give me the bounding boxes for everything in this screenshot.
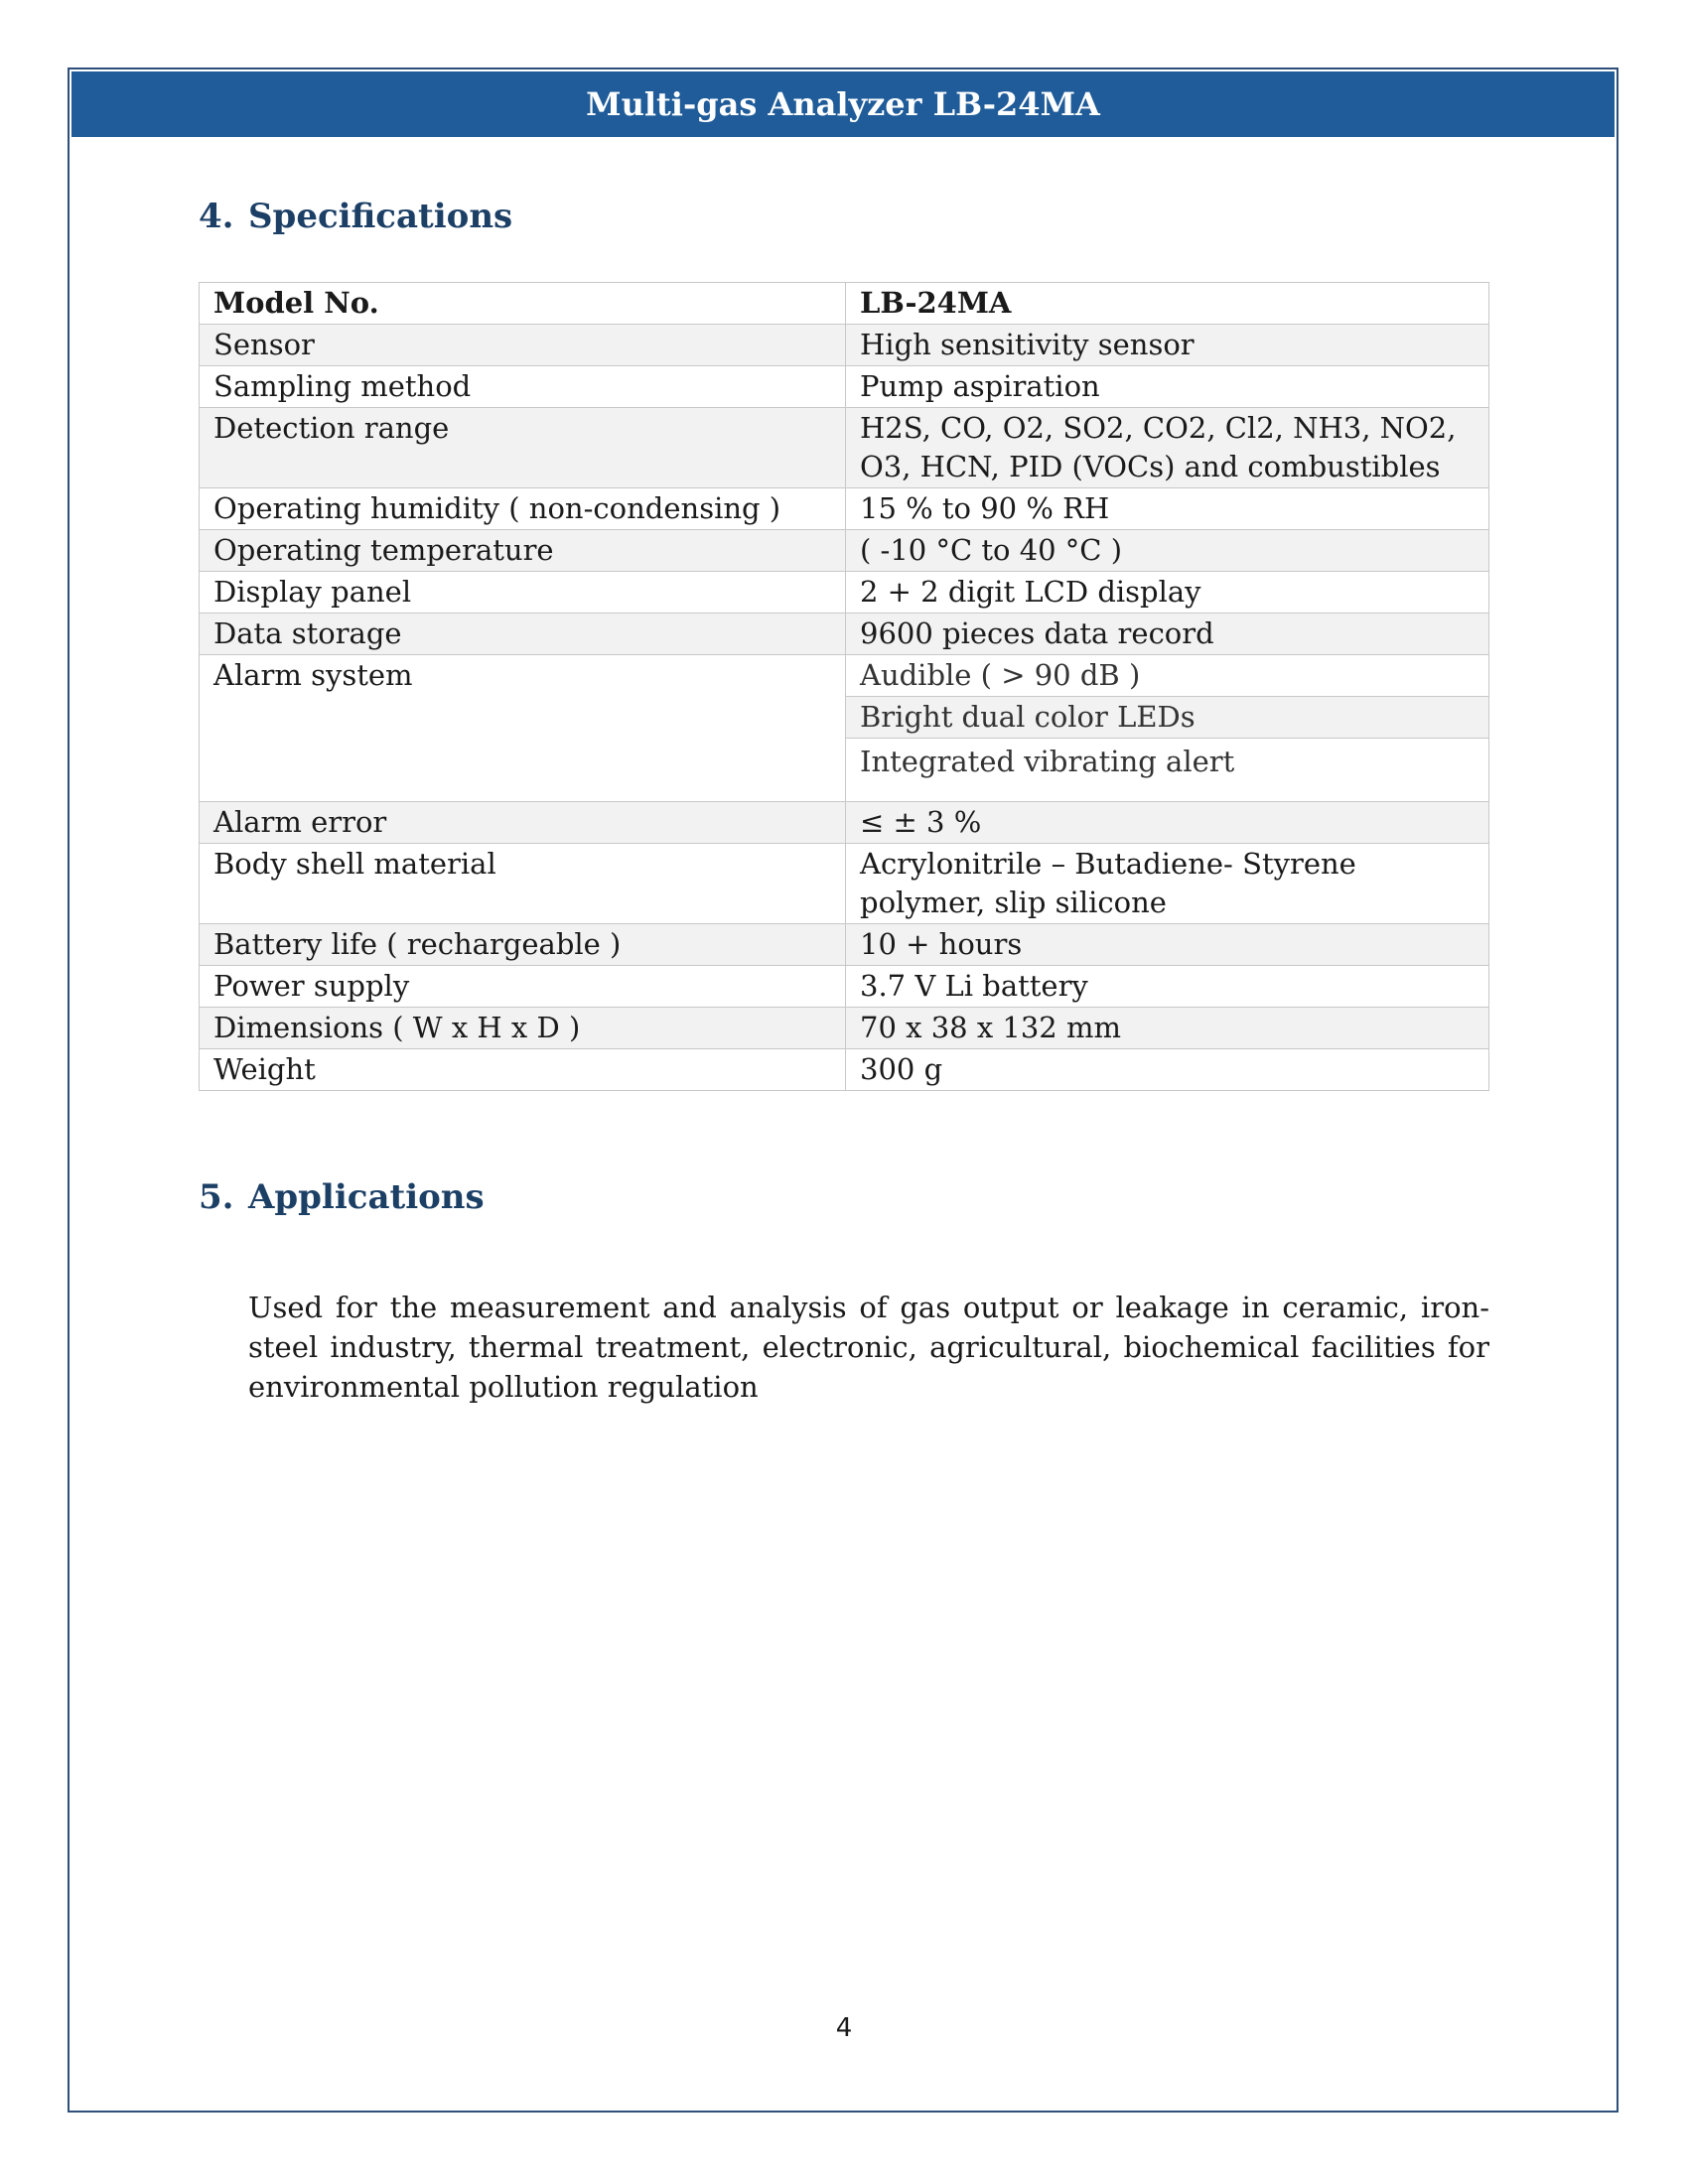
row-label: Sensor [200,325,846,366]
table-row [200,844,1489,924]
applications-paragraph: Used for the measurement and analysis of gas output or leakage in ceramic, iron-steel industry, thermal treatment, electronic, agricultural, biochemical facilities for environmental pollution regulation [248,1291,1489,1404]
row-label: Data storage [200,614,846,655]
row-label: Sampling method [200,366,846,408]
page-number: 4 [835,2013,853,2043]
applications-heading [199,1177,485,1217]
row-label: Operating temperature [200,530,846,572]
table-row [200,924,1489,966]
header-banner: Multi-gas Analyzer LB-24MA [71,71,1615,137]
row-value: H2S, CO, O2, SO2, CO2, Cl2, NH3, NO2, O3, HCN, PID (VOCs) and combustibles [846,408,1489,488]
row-value: 70 x 38 x 132 mm [846,1008,1489,1049]
row-value: 10 + hours [846,924,1489,966]
table-row [200,325,1489,366]
row-label: Dimensions ( W x H x D ) [200,1008,846,1049]
applications-number: 5. [199,1177,234,1217]
table-row [200,614,1489,655]
table-row [200,408,1489,488]
table-row [200,802,1489,844]
row-label: Battery life ( rechargeable ) [200,924,846,966]
table-row [200,966,1489,1008]
table-row [200,572,1489,614]
applications-title: Applications [248,1177,485,1217]
row-value: 300 g [846,1049,1489,1091]
row-value: 9600 pieces data record [846,614,1489,655]
table-header-value: LB-24MA [846,283,1489,325]
row-value: Acrylonitrile – Butadiene- Styrene polymer, slip silicone [846,844,1489,924]
row-label: Power supply [200,966,846,1008]
table-header-label: Model No. [200,283,846,325]
row-value: ( -10 °C to 40 °C ) [846,530,1489,572]
table-row [200,530,1489,572]
row-value: Pump aspiration [846,366,1489,408]
row-label: Operating humidity ( non-condensing ) [200,488,846,530]
table-row [200,366,1489,408]
row-label: Alarm error [200,802,846,844]
specifications-heading [199,197,512,236]
row-label: Alarm system [200,655,846,802]
alarm-value: Integrated vibrating alert [860,745,1235,778]
alarm-values-cell [846,655,1489,802]
alarm-value: Bright dual color LEDs [846,697,1488,739]
specifications-number: 4. [199,197,234,236]
row-label: Body shell material [200,844,846,924]
table-row [200,1049,1489,1091]
row-label: Detection range [200,408,846,488]
table-row [200,488,1489,530]
alarm-value: Audible ( > 90 dB ) [846,655,1488,697]
row-value: 3.7 V Li battery [846,966,1489,1008]
row-value: 15 % to 90 % RH [846,488,1489,530]
table-row [200,1008,1489,1049]
row-label: Weight [200,1049,846,1091]
table-header-row [200,283,1489,325]
row-value: High sensitivity sensor [846,325,1489,366]
row-value: 2 + 2 digit LCD display [846,572,1489,614]
row-value: ≤ ± 3 % [846,802,1489,844]
table-row-alarm-system [200,655,1489,802]
specifications-table [199,282,1489,1091]
specifications-title: Specifications [248,197,513,236]
row-label: Display panel [200,572,846,614]
